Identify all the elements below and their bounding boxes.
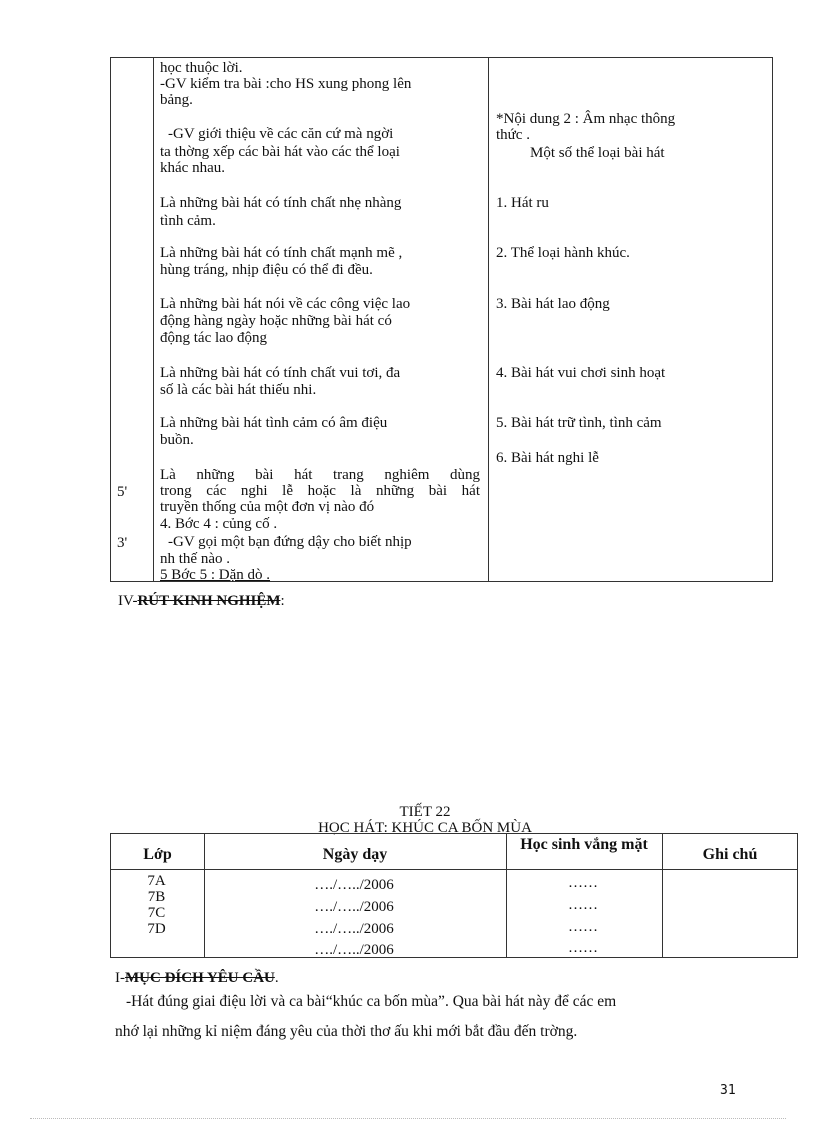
text-line: thức . [496, 127, 530, 143]
section-heading-iv [118, 594, 285, 609]
text-line: Là những bài hát tình cảm có âm điệu [160, 415, 388, 431]
text-line: ta thờng xếp các bài hát vào các thể loại [160, 144, 400, 160]
date-cell: …./…../2006 [314, 942, 394, 958]
step-heading: 4. Bớc 4 : củng cố . [160, 516, 278, 532]
text-line: động tác lao động [160, 330, 268, 346]
section-suffix: . [274, 970, 279, 986]
section-suffix: : [280, 593, 285, 609]
time-label: 5' [117, 484, 128, 500]
section-title: MỤC ĐÍCH YÊU CẦU [125, 970, 275, 986]
paragraph-line: nhớ lại những kỉ niệm đáng yêu của thời thơ ấu khi mới bắt đầu đến trờng. [115, 1023, 578, 1040]
list-item: 6. Bài hát nghi lễ [496, 450, 599, 466]
text-line: buồn. [160, 432, 194, 448]
date-cell: …./…../2006 [314, 877, 394, 893]
page-number: 31 [720, 1083, 736, 1098]
text-line: khác nhau. [160, 160, 225, 176]
absent-cell: …… [568, 940, 598, 956]
date-cell: …./…../2006 [314, 899, 394, 915]
column-header-class: Lớp [143, 846, 172, 863]
text-line: Là những bài hát trang nghiêm dùng [160, 467, 480, 483]
column-divider [506, 834, 507, 957]
column-divider [488, 58, 489, 581]
list-item: 5. Bài hát trữ tình, tình cảm [496, 415, 662, 431]
class-cell: 7D [147, 921, 166, 937]
column-header-absent: Học sinh vắng mặt [520, 836, 648, 853]
text-line: Là những bài hát nói về các công việc lao [160, 296, 411, 312]
list-item: 4. Bài hát vui chơi sinh hoạt [496, 365, 666, 381]
section-prefix: IV- [118, 593, 138, 609]
text-line: *Nội dung 2 : Âm nhạc thông [496, 111, 676, 127]
text-line: động hàng ngày hoặc những bài hát có [160, 313, 392, 329]
paragraph-line: -Hát đúng giai điệu lời và ca bài“khúc ca bốn mùa”. Qua bài hát này để các em [126, 993, 617, 1010]
step-heading: 5 Bớc 5 : Dặn dò . [160, 567, 271, 583]
class-cell: 7A [147, 873, 166, 889]
column-divider [153, 58, 154, 581]
text-line: trong các nghi lễ hoặc là những bài hát [160, 483, 480, 499]
absent-cell: …… [568, 919, 598, 935]
list-item: 3. Bài hát lao động [496, 296, 610, 312]
text-line: -GV kiểm tra bài :cho HS xung phong lên [160, 76, 412, 92]
date-cell: …./…../2006 [314, 921, 394, 937]
text-line: số là các bài hát thiếu nhi. [160, 382, 317, 398]
page-bottom-border [30, 1118, 786, 1119]
text-line: Một số thể loại bài hát [530, 145, 665, 161]
list-item: 2. Thể loại hành khúc. [496, 245, 630, 261]
lesson-title: HỌC HÁT: KHÚC CA BỐN MÙA [318, 820, 532, 836]
section-heading-i [115, 971, 279, 986]
text-line: -GV giới thiệu về các căn cứ mà ngời [168, 126, 394, 142]
absent-cell: …… [568, 897, 598, 913]
text-line: nh thế nào . [160, 551, 230, 567]
class-cell: 7C [147, 905, 166, 921]
text-line: truyền thống của một đơn vị nào đó [160, 499, 375, 515]
text-line: Là những bài hát có tính chất vui tơi, đa [160, 365, 401, 381]
text-line: học thuộc lời. [160, 60, 243, 76]
column-header-notes: Ghi chú [702, 846, 758, 863]
text-line: Là những bài hát có tính chất mạnh mẽ , [160, 245, 403, 261]
attendance-table [110, 833, 798, 958]
class-cell: 7B [147, 889, 166, 905]
lesson-number: TIẾT 22 [399, 804, 451, 820]
text-line: Là những bài hát có tính chất nhẹ nhàng [160, 195, 402, 211]
absent-cell: …… [568, 875, 598, 891]
text-line: hùng tráng, nhịp điệu có thể đi đều. [160, 262, 373, 278]
section-prefix: I- [115, 970, 125, 986]
text-line: -GV gọi một bạn đứng dậy cho biết nhịp [168, 534, 412, 550]
text-line: tình cảm. [160, 213, 216, 229]
time-label: 3' [117, 535, 128, 551]
section-title: RÚT KINH NGHIỆM [137, 593, 281, 609]
column-header-date: Ngày dạy [322, 846, 388, 863]
text-line: bảng. [160, 92, 193, 108]
header-divider [111, 869, 797, 870]
list-item: 1. Hát ru [496, 195, 549, 211]
